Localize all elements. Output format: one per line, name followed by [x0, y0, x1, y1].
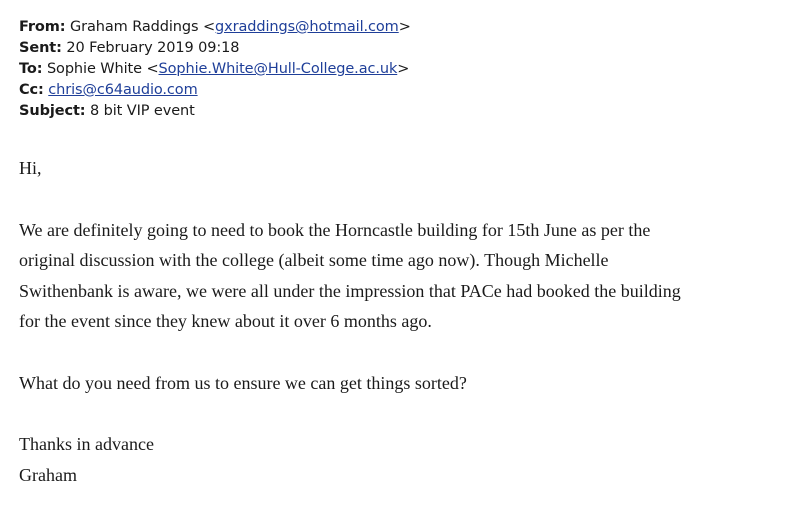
greeting: Hi, — [19, 158, 42, 178]
from-line: From: Graham Raddings <gxraddings@hotmail.com> — [19, 19, 411, 35]
email-body — [19, 153, 789, 490]
paragraph-booking — [19, 215, 789, 337]
to-line: To: Sophie White <Sophie.White@Hull-College.ac.uk> — [19, 61, 410, 77]
subject-line — [19, 101, 789, 122]
to-email-link[interactable]: Sophie.White@Hull-College.ac.uk — [158, 61, 398, 77]
signoff: Thanks in advance — [19, 434, 154, 454]
paragraph-question: What do you need from us to ensure we can get things sorted? — [19, 372, 467, 393]
from-email-link[interactable]: gxraddings@hotmail.com — [215, 19, 399, 35]
from-name: Graham Raddings — [70, 19, 199, 35]
subject-value: 8 bit VIP event — [90, 103, 195, 119]
email-message — [19, 17, 789, 490]
sent-line — [19, 38, 789, 59]
paragraph-line: Swithenbank is aware, we were all under the impression that PACe had booked the building — [19, 280, 681, 301]
sent-label: Sent: — [19, 40, 62, 56]
paragraph-line: for the event since they knew about it over 6 months ago. — [19, 311, 432, 331]
from-label: From: — [19, 19, 66, 35]
paragraph-line: We are definitely going to need to book the Horncastle building for 15th June as per the — [19, 219, 651, 240]
cc-line — [19, 80, 789, 101]
email-headers — [19, 17, 789, 122]
sent-value: 20 February 2019 09:18 — [66, 40, 240, 56]
cc-label: Cc: — [19, 82, 44, 98]
signature: Graham — [19, 464, 77, 485]
paragraph-line: original discussion with the college (albeit some time ago now). Though Michelle — [19, 250, 609, 270]
to-name: Sophie White — [46, 61, 142, 77]
subject-label: Subject: — [19, 103, 86, 119]
signoff-block — [19, 429, 789, 490]
cc-email-link[interactable]: chris@c64audio.com — [48, 82, 198, 98]
to-label: To: — [19, 61, 43, 77]
